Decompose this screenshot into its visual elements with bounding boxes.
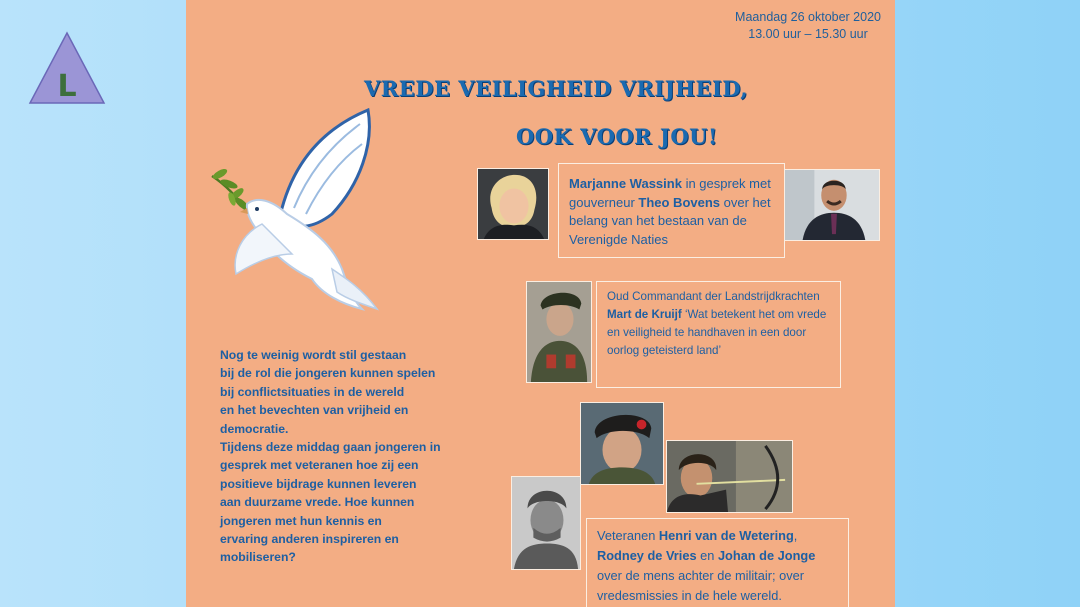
text-box-de-kruijf — [596, 281, 841, 388]
logo-letter: L — [57, 69, 77, 104]
speaker-name: Marjanne Wassink — [569, 176, 682, 191]
box-text: over de mens achter de militair; over vredesmissies in de hele wereld. — [597, 568, 804, 603]
intro-line: Nog te weinig wordt stil gestaan — [220, 348, 407, 362]
box-text: Veteranen — [597, 528, 659, 543]
intro-line: democratie. — [220, 421, 289, 436]
intro-line: jongeren met hun kennis en — [220, 513, 382, 528]
intro-line: bij de rol die jongeren kunnen spelen — [220, 366, 436, 381]
dove-icon — [202, 104, 392, 314]
photo-veteran-1 — [580, 402, 664, 485]
intro-line: gesprek met veteranen hoe zij een — [220, 458, 419, 473]
intro-line: positieve bijdrage kunnen leveren — [220, 476, 417, 491]
text-box-wassink-bovens — [558, 163, 785, 258]
intro-line: bij conflictsituaties in de wereld — [220, 384, 405, 399]
photo-marjanne-wassink — [477, 168, 549, 240]
box-text: ‘Wat betekent het om vrede en veiligheid te handhaven in een door oorlog geteisterd land’ — [607, 308, 827, 357]
box-text: Oud Commandant der Landstrijdkrachten — [607, 290, 820, 303]
photo-theo-bovens — [784, 169, 880, 241]
speaker-name: Johan de Jonge — [717, 548, 816, 563]
text-box-veterans — [586, 518, 849, 607]
box-text: over het belang van het bestaan van de Verenigde Naties — [569, 194, 771, 247]
event-date — [735, 9, 881, 43]
box-text: , — [793, 528, 798, 543]
photo-veteran-archer — [666, 440, 793, 513]
speaker-name: Mart de Kruijf — [607, 308, 682, 321]
box-text: in gesprek met gouverneur — [569, 176, 771, 210]
intro-text — [220, 346, 480, 567]
intro-line: mobiliseren? — [220, 550, 296, 565]
speaker-name: Henri van de Wetering — [658, 528, 794, 543]
speaker-name: Theo Bovens — [638, 194, 721, 210]
l-logo-icon — [28, 30, 106, 105]
flyer — [186, 0, 895, 607]
title-line-1: VREDE VEILIGHEID VRIJHEID, — [364, 76, 749, 101]
photo-mart-de-kruijf — [526, 281, 592, 383]
time-text: 13.00 uur – 15.30 uur — [748, 27, 868, 41]
title-line-2: OOK VOOR JOU! — [516, 124, 718, 149]
intro-line: ervaring anderen inspireren en — [220, 532, 399, 547]
intro-line: aan duurzame vrede. Hoe kunnen — [220, 495, 415, 510]
photo-veteran-2 — [511, 476, 581, 570]
intro-line: Tijdens deze middag gaan jongeren in — [220, 440, 441, 455]
speaker-name: Rodney de Vries — [597, 548, 697, 563]
date-text: Maandag 26 oktober 2020 — [735, 10, 881, 24]
box-text: en — [696, 548, 718, 563]
intro-line: en het bevechten van vrijheid en — [220, 403, 409, 418]
